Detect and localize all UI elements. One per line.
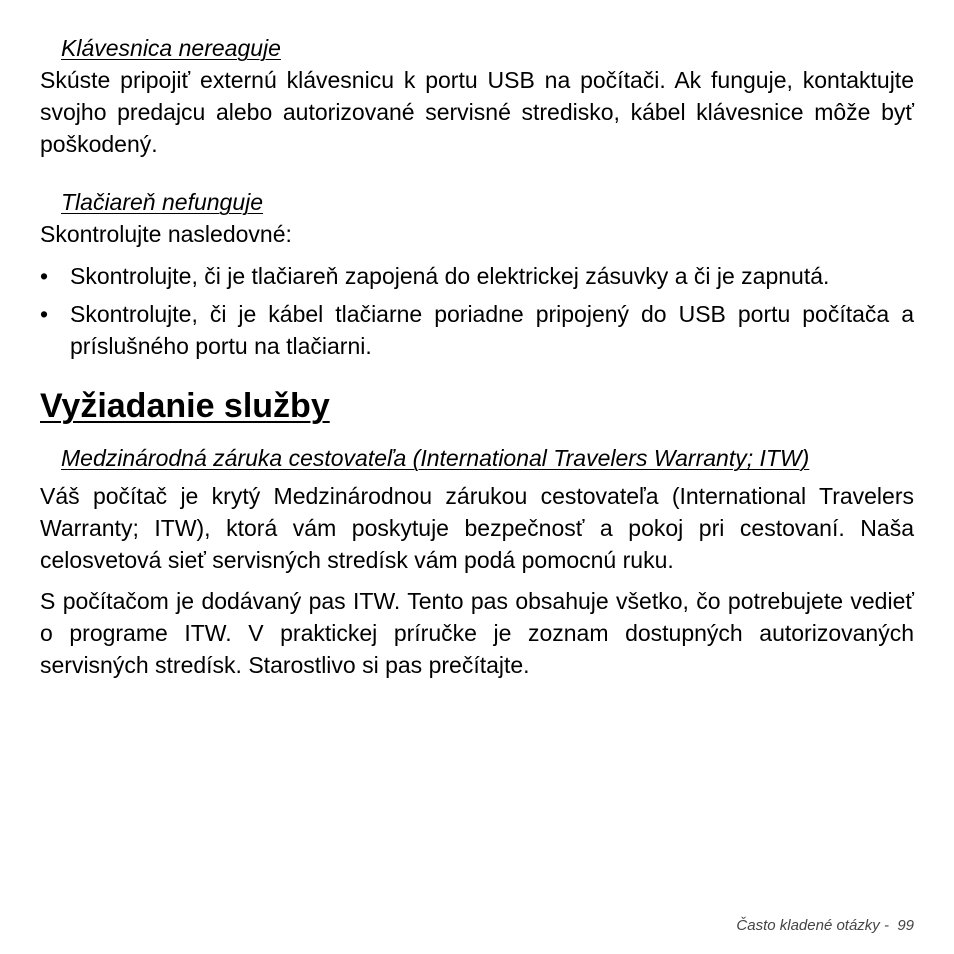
page-footer: [736, 917, 914, 934]
bullet-icon: •: [40, 301, 49, 327]
section-heading-service-request: Vyžiadanie služby: [40, 387, 330, 425]
paragraph-keyboard: Skúste pripojiť externú klávesnicu k portu USB na počítači. Ak funguje, kontaktujte svojho predajcu alebo autorizované servisné stredisko, kábel klávesnice môže byť poškodený.: [40, 67, 914, 157]
section-keyboard: [40, 32, 914, 160]
section-printer: [40, 186, 914, 362]
footer-section-name: Často kladené otázky: [736, 917, 880, 934]
list-item-text: Skontrolujte, či je kábel tlačiarne poriadne pripojený do USB portu počítača a príslušného portu na tlačiarni.: [70, 301, 914, 359]
subheading-keyboard-not-responding: Klávesnica nereaguje: [61, 35, 281, 61]
printer-checklist: [40, 260, 914, 362]
paragraph-itw-coverage: Váš počítač je krytý Medzinárodnou zárukou cestovateľa (International Travelers Warranty; ITW), ktorá vám poskytuje bezpečnosť a pokoj pri cestovaní. Naša celosvetová sieť servisných stredísk vám podá pomocnú ruku.: [40, 483, 914, 573]
page-number: 99: [897, 917, 914, 934]
paragraph-itw-passport: S počítačom je dodávaný pas ITW. Tento pas obsahuje všetko, čo potrebujete vedieť o programe ITW. V praktickej príručke je zoznam dostupných autorizovaných servisných stredísk. Starostlivo si pas prečítajte.: [40, 588, 914, 678]
footer-separator: -: [879, 917, 898, 934]
list-item-text: Skontrolujte, či je tlačiareň zapojená do elektrickej zásuvky a či je zapnutá.: [70, 263, 830, 289]
list-item: [40, 298, 914, 362]
list-item: [40, 260, 914, 292]
subheading-printer-not-working: Tlačiareň nefunguje: [61, 189, 264, 215]
subheading-itw: Medzinárodná záruka cestovateľa (International Travelers Warranty; ITW): [61, 445, 810, 471]
bullet-icon: •: [40, 263, 49, 289]
section-itw: [40, 442, 914, 681]
page-content: [40, 32, 914, 681]
paragraph-printer-intro: Skontrolujte nasledovné:: [40, 221, 292, 247]
